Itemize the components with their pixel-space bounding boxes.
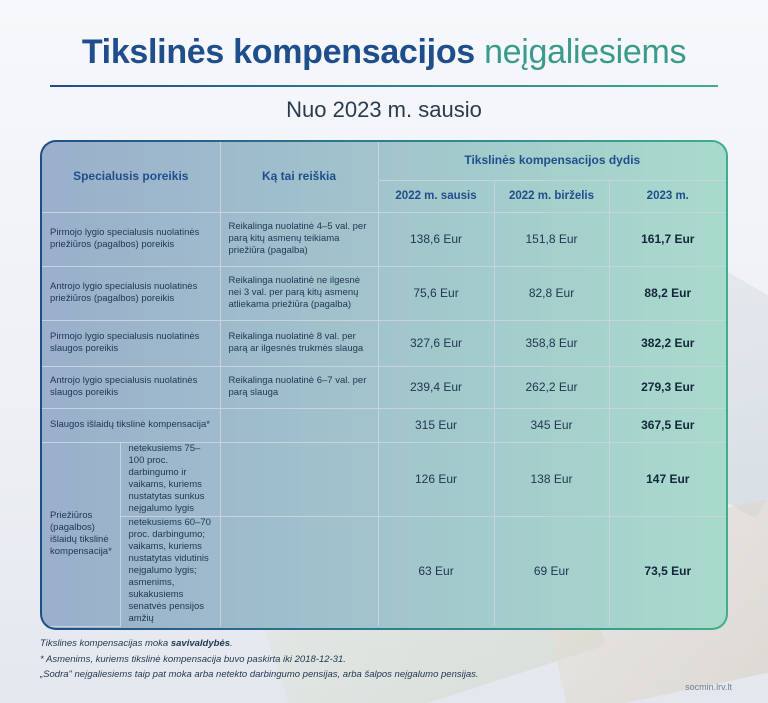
meaning-cell: Reikalinga nuolatinė 8 val. per parą ar ilgesnės trukmės slauga (220, 320, 378, 366)
value-2022-january: 315 Eur (378, 408, 494, 442)
meaning-cell: Reikalinga nuolatinė 4–5 val. per parą kitų asmenų teikiama priežiūra (pagalba) (220, 212, 378, 266)
title-bold: Tikslinės kompensacijos (81, 33, 475, 71)
value-2023: 367,5 Eur (609, 408, 726, 442)
header-2022-june: 2022 m. birželis (494, 180, 609, 212)
value-2022-january: 75,6 Eur (378, 266, 494, 320)
title-light: neįgaliesiems (484, 33, 687, 71)
footnote-payer (40, 636, 730, 652)
compensation-table (42, 142, 726, 627)
meaning-cell (220, 516, 378, 626)
value-2022-january: 239,4 Eur (378, 366, 494, 408)
value-2023: 161,7 Eur (609, 212, 726, 266)
value-2023: 73,5 Eur (609, 516, 726, 626)
footnote-asterisk: * Asmenims, kuriems tikslinė kompensacija buvo paskirta iki 2018-12-31. (40, 653, 346, 665)
header-2022-january: 2022 m. sausis (378, 180, 494, 212)
table-row (42, 320, 726, 366)
page-title (0, 30, 768, 74)
header-2023: 2023 m. (609, 180, 726, 212)
value-2022-june: 151,8 Eur (494, 212, 609, 266)
footnote-emphasis: savivaldybės (170, 638, 231, 649)
footnotes (40, 636, 730, 683)
header-need: Specialusis poreikis (42, 142, 220, 212)
need-cell: Slaugos išlaidų tikslinė kompensacija* (42, 408, 220, 442)
page-subtitle: Nuo 2023 m. sausio (286, 97, 482, 122)
value-2022-january: 327,6 Eur (378, 320, 494, 366)
header-meaning: Ką tai reiškia (220, 142, 378, 212)
table-row (42, 266, 726, 320)
meaning-cell: Reikalinga nuolatinė ne ilgesnė nei 3 val. per parą kitų asmenų atliekama priežiūra (pagalba) (220, 266, 378, 320)
value-2022-january: 126 Eur (378, 442, 494, 516)
table-row (42, 442, 726, 516)
care-compensation-label: Priežiūros (pagalbos) išlaidų tikslinė kompensacija* (42, 442, 120, 626)
care-sub-desc: netekusiems 60–70 proc. darbingumo; vaikams, kuriems nustatytas vidutinis neįgalumo lygis; asmenims, sukakusiems senatvės pensijos amžių (120, 516, 220, 626)
value-2022-january: 63 Eur (378, 516, 494, 626)
table-row (42, 366, 726, 408)
footnote-sodra: „Sodra" neįgaliesiems taip pat moka arba netekto darbingumo pensijas, arba šalpos neįgalumo pensijas. (40, 669, 479, 680)
table-row (42, 516, 726, 626)
value-2022-january: 138,6 Eur (378, 212, 494, 266)
table-row (42, 212, 726, 266)
value-2022-june: 82,8 Eur (494, 266, 609, 320)
header-amount: Tikslinės kompensacijos dydis (378, 142, 726, 180)
footnote-text: Tikslines kompensacijas moka (40, 638, 169, 649)
need-cell: Antrojo lygio specialusis nuolatinės priežiūros (pagalbos) poreikis (42, 266, 220, 320)
value-2022-june: 345 Eur (494, 408, 609, 442)
meaning-cell: Reikalinga nuolatinė 6–7 val. per parą slauga (220, 366, 378, 408)
meaning-cell (220, 408, 378, 442)
value-2023: 279,3 Eur (609, 366, 726, 408)
value-2022-june: 138 Eur (494, 442, 609, 516)
title-underline (50, 85, 718, 87)
value-2022-june: 262,2 Eur (494, 366, 609, 408)
care-sub-desc: netekusiems 75–100 proc. darbingumo ir vaikams, kuriems nustatytas sunkus neįgalumo lygis (120, 442, 220, 516)
source-link[interactable]: socmin.lrv.lt (685, 682, 732, 692)
compensation-table-frame (40, 140, 728, 630)
need-cell: Pirmojo lygio specialusis nuolatinės priežiūros (pagalbos) poreikis (42, 212, 220, 266)
need-cell: Antrojo lygio specialusis nuolatinės slaugos poreikis (42, 366, 220, 408)
header-row (42, 142, 726, 180)
value-2022-june: 69 Eur (494, 516, 609, 626)
footnote-text: . (230, 638, 233, 649)
value-2023: 147 Eur (609, 442, 726, 516)
value-2023: 88,2 Eur (609, 266, 726, 320)
value-2023: 382,2 Eur (609, 320, 726, 366)
table-row (42, 408, 726, 442)
value-2022-june: 358,8 Eur (494, 320, 609, 366)
need-cell: Pirmojo lygio specialusis nuolatinės slaugos poreikis (42, 320, 220, 366)
meaning-cell (220, 442, 378, 516)
